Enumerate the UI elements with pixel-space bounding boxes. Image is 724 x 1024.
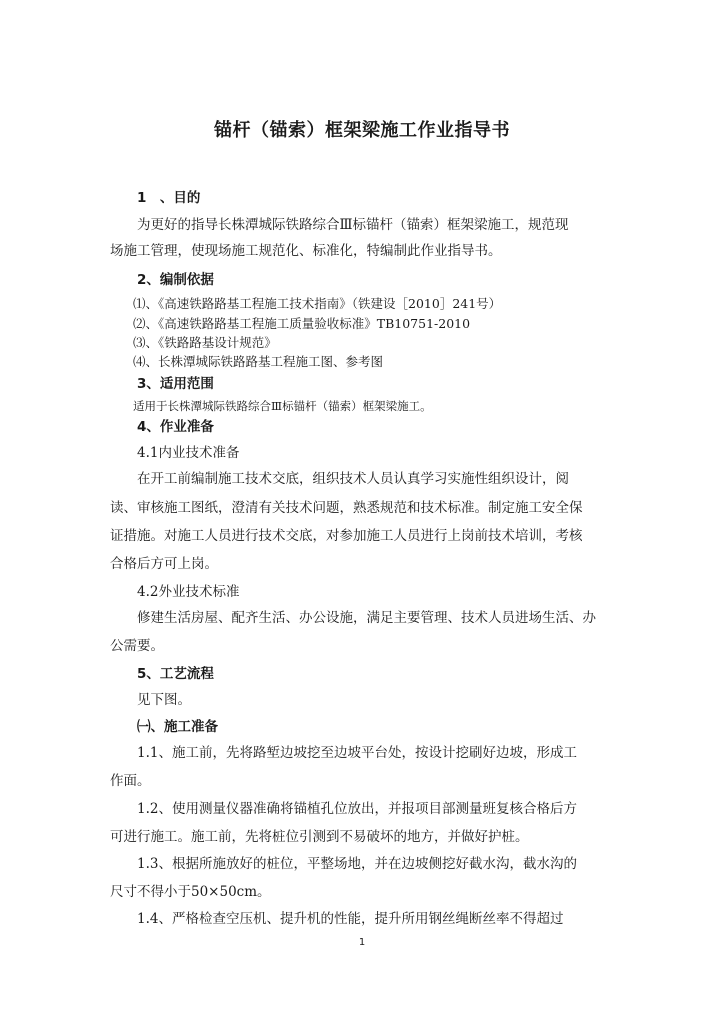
section-4-heading: 4、作业准备 [137,419,214,435]
section-4-line: 公需要。 [110,638,164,654]
section-6-line: 1.2、使用测量仪器准确将锚植孔位放出，并报项目部测量班复核合格后方 [137,801,577,817]
section-6-line: 作面。 [110,773,151,789]
section-6-line: 可进行施工。施工前，先将桩位引测到不易破坏的地方，并做好护桩。 [110,829,529,845]
section-1-line: 场施工管理，使现场施工规范化、标准化，特编制此作业指导书。 [110,243,502,259]
section-5-text: 见下图。 [137,692,191,708]
section-4-line: 合格后方可上岗。 [110,556,218,572]
subsection-4-1-heading: 4.1内业技术准备 [137,445,240,461]
section-6-line: 尺寸不得小于50×50cm。 [110,884,271,900]
section-5-heading: 5、工艺流程 [137,666,214,682]
section-4-line: 修建生活房屋、配齐生活、办公设施，满足主要管理、技术人员进场生活、办 [137,610,596,626]
section-1-heading: 1 、目的 [137,190,201,206]
section-3-text: 适用于长株潭城际铁路综合Ⅲ标锚杆（锚索）框架梁施工。 [133,399,432,413]
section-6-line: 1.4、严格检查空压机、提升机的性能，提升所用钢丝绳断丝率不得超过 [137,911,564,927]
section-3-heading: 3、适用范围 [137,376,214,392]
reference-item: ⑵、《高速铁路路基工程施工质量验收标准》TB10751-2010 [133,316,471,331]
document-title: 锚杆（锚索）框架梁施工作业指导书 [214,120,510,141]
section-6-line: 1.3、根据所施放好的桩位，平整场地，并在边坡侧挖好截水沟，截水沟的 [137,856,577,872]
section-4-line: 读、审核施工图纸，澄清有关技术问题，熟悉规范和技术标准。制定施工安全保 [110,500,583,516]
section-1-line: 为更好的指导长株潭城际铁路综合Ⅲ标锚杆（锚索）框架梁施工，规范现 [137,217,569,233]
section-4-line: 在开工前编制施工技术交底，组织技术人员认真学习实施性组织设计，阅 [137,471,569,487]
reference-item: ⑶、《铁路路基设计规范》 [133,335,277,350]
reference-item: ⑷、长株潭城际铁路路基工程施工图、参考图 [133,354,384,369]
section-6-line: 1.1、施工前，先将路堑边坡挖至边坡平台处，按设计挖刷好边坡，形成工 [137,745,577,761]
section-2-heading: 2、编制依据 [137,272,214,288]
reference-item: ⑴、《高速铁路路基工程施工技术指南》（铁建设［2010］241号） [133,296,502,311]
subsection-4-2-heading: 4.2外业技术标准 [137,584,240,600]
section-4-line: 证措施。对施工人员进行技术交底，对参加施工人员进行上岗前技术培训，考核 [110,528,583,544]
section-6-heading: ㈠、施工准备 [137,719,218,735]
page-number: 1 [358,937,366,948]
